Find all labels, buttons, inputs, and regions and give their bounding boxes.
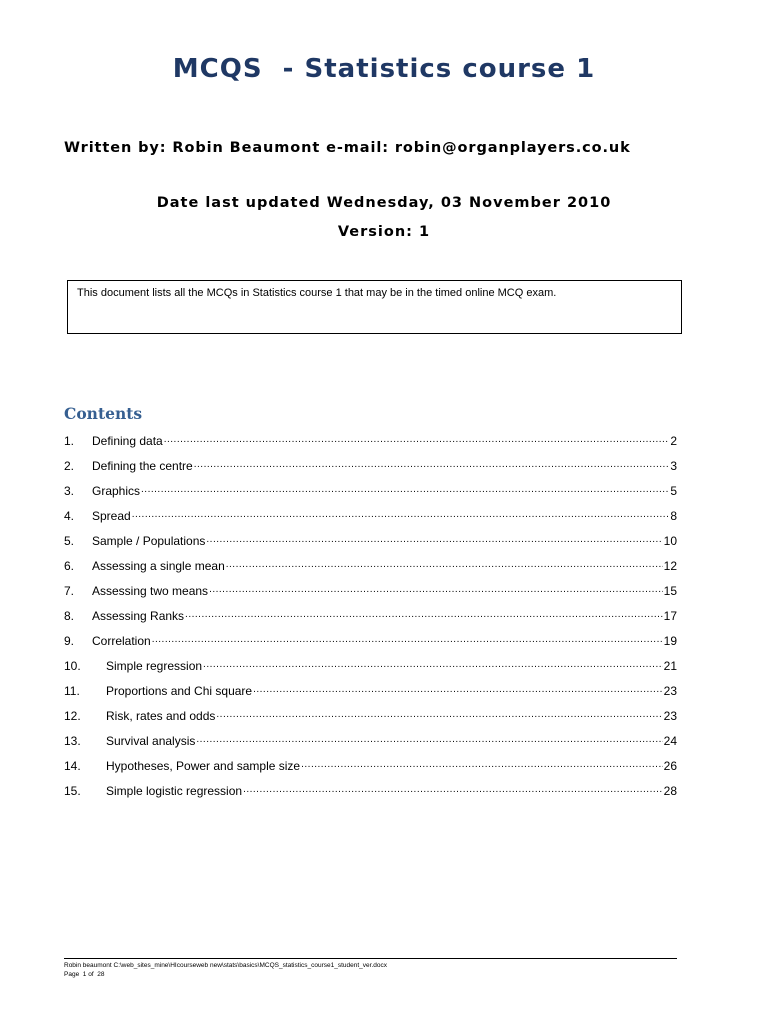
toc-entry-title: Assessing Ranks [92, 608, 185, 623]
toc-entry-page: 17 [663, 608, 677, 623]
note-text: This document lists all the MCQs in Statistics course 1 that may be in the timed online MCQ exam. [77, 287, 557, 299]
date-line: Date last updated Wednesday, 03 November 2010 [156, 195, 612, 211]
toc-dot-leader [194, 459, 670, 473]
footer-page-number: Page 1 of 28 [64, 971, 105, 978]
toc-entry-page: 12 [663, 558, 677, 573]
toc-entry-page: 21 [663, 658, 677, 673]
toc-entry-page: 24 [663, 733, 677, 748]
toc-entry-number: 13. [64, 733, 81, 748]
toc-entry-page: 5 [670, 483, 677, 498]
toc-entry-page: 28 [663, 783, 677, 798]
contents-heading: Contents [64, 404, 143, 423]
toc-entry-page: 3 [670, 458, 677, 473]
version-line: Version: 1 [337, 224, 431, 240]
toc-entry[interactable] [64, 778, 677, 803]
toc-entry[interactable] [64, 678, 677, 703]
toc-entry-title: Simple logistic regression [106, 783, 243, 798]
toc-dot-leader [301, 759, 663, 773]
toc-dot-leader [141, 484, 669, 498]
toc-entry-number: 8. [64, 608, 75, 623]
toc-entry-number: 10. [64, 658, 81, 673]
toc-dot-leader [209, 584, 663, 598]
toc-entry-number: 14. [64, 758, 81, 773]
toc-entry-title: Correlation [92, 633, 151, 648]
toc-entry-title: Survival analysis [106, 733, 196, 748]
toc-entry[interactable] [64, 528, 677, 553]
toc-entry-number: 2. [64, 458, 75, 473]
toc-entry-page: 2 [670, 433, 677, 448]
toc-entry-title: Sample / Populations [92, 533, 206, 548]
footer-divider [64, 958, 677, 959]
toc-entry[interactable] [64, 453, 677, 478]
toc-dot-leader [206, 534, 662, 548]
toc-entry-title: Graphics [92, 483, 141, 498]
toc-dot-leader [152, 634, 663, 648]
toc-dot-leader [203, 659, 663, 673]
toc-dot-leader [253, 684, 663, 698]
toc-entry-title: Defining the centre [92, 458, 193, 473]
toc-entry[interactable] [64, 653, 677, 678]
toc-dot-leader [243, 784, 663, 798]
toc-entry-title: Assessing a single mean [92, 558, 225, 573]
toc-entry-number: 5. [64, 533, 75, 548]
toc-entry-title: Defining data [92, 433, 163, 448]
toc-entry-page: 23 [663, 708, 677, 723]
toc-entry-title: Hypotheses, Power and sample size [106, 758, 301, 773]
toc-entry-number: 9. [64, 633, 75, 648]
footer-file-path: Robin beaumont C:\web_sites_mine\HIcourseweb new\stats\basics\MCQS_statistics_course1_student_ver.docx [64, 962, 387, 969]
toc-entry-title: Assessing two means [92, 583, 209, 598]
toc-entry[interactable] [64, 728, 677, 753]
toc-dot-leader [185, 609, 663, 623]
toc-dot-leader [132, 509, 670, 523]
toc-entry-number: 4. [64, 508, 75, 523]
toc-entry-number: 15. [64, 783, 81, 798]
toc-entry-page: 8 [670, 508, 677, 523]
toc-entry-number: 6. [64, 558, 75, 573]
table-of-contents [64, 428, 677, 803]
toc-entry-page: 10 [663, 533, 677, 548]
toc-entry[interactable] [64, 553, 677, 578]
toc-dot-leader [196, 734, 662, 748]
toc-entry-number: 12. [64, 708, 81, 723]
toc-entry-number: 11. [64, 683, 80, 698]
toc-entry[interactable] [64, 703, 677, 728]
toc-entry-number: 3. [64, 483, 75, 498]
toc-entry-page: 15 [663, 583, 677, 598]
toc-entry-title: Proportions and Chi square [106, 683, 253, 698]
toc-entry-title: Risk, rates and odds [106, 708, 216, 723]
toc-dot-leader [216, 709, 662, 723]
toc-entry-number: 7. [64, 583, 75, 598]
toc-entry[interactable] [64, 603, 677, 628]
toc-entry[interactable] [64, 503, 677, 528]
toc-entry-page: 23 [663, 683, 677, 698]
document-title: MCQS - Statistics course 1 [172, 54, 596, 84]
toc-entry-title: Simple regression [106, 658, 203, 673]
toc-entry-title: Spread [92, 508, 131, 523]
toc-dot-leader [164, 434, 670, 448]
toc-entry[interactable] [64, 478, 677, 503]
author-line: Written by: Robin Beaumont e-mail: robin@organplayers.co.uk [64, 140, 631, 156]
toc-entry-page: 26 [663, 758, 677, 773]
toc-entry[interactable] [64, 628, 677, 653]
toc-entry[interactable] [64, 753, 677, 778]
toc-entry[interactable] [64, 578, 677, 603]
toc-entry-page: 19 [663, 633, 677, 648]
toc-dot-leader [226, 559, 663, 573]
note-box [67, 280, 682, 334]
toc-entry[interactable] [64, 428, 677, 453]
toc-entry-number: 1. [64, 433, 75, 448]
